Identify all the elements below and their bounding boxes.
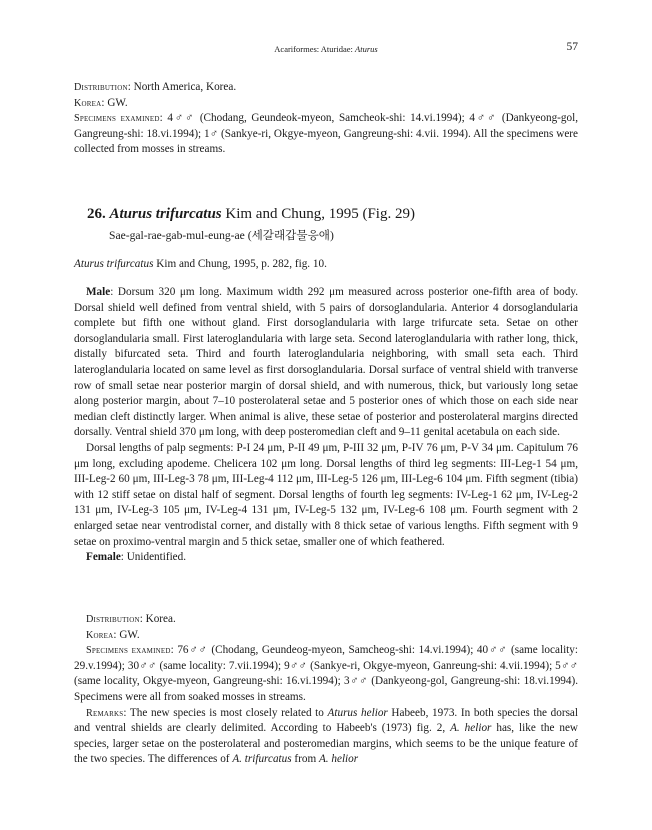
korean-common-name: Sae-gal-rae-gab-mul-eung-ae (세갈래갑물응애) (109, 229, 334, 242)
citation-rest: Kim and Chung, 1995, p. 282, fig. 10. (153, 258, 327, 270)
species-description (74, 285, 578, 566)
korea-label: Korea (74, 97, 102, 109)
specimens-label: Specimens examined (86, 645, 171, 657)
measurements-paragraph: Dorsal lengths of palp segments: P-I 24 μm, P-II 49 μm, P-III 32 μm, P-IV 76 μm, P-V 34 μm. Capitulum 76 μm long, excluding apodeme. Chelicera 102 μm long. Dorsal lengths of third leg segments: III-Leg-1 54 μm, III-Leg-2 60 μm, III-Leg-3 78 μm, III-Leg-4 112 μm, III-Leg-5 126 μm, III-Leg-6 104 μm. Fifth segment (tibia) with 12 stiff setae on distal half of segment. Dorsal lengths of fourth leg segments: IV-Leg-1 62 μm, IV-Leg-2 131 μm, IV-Leg-3 105 μm, IV-Leg-4 131 μm, IV-Leg-5 132 μm, IV-Leg-6 108 μm. Fourth segment with 2 enlarged setae near ventrodistal corner, and distally with 8 thick setae of various lengths. Fifth segment with 9 setae on proximo-ventral margin and 5 thick setae, smaller one of which feathered. (74, 441, 578, 548)
specimens-label: Specimens examined (74, 113, 160, 125)
previous-species-section (74, 80, 578, 158)
female-label: Female (86, 551, 121, 564)
citation-name: Aturus trifurcatus (74, 258, 154, 270)
species-heading (87, 205, 567, 223)
remarks-text-4: from (291, 753, 319, 766)
korea-line (74, 628, 578, 644)
running-header-genus: Aturus (355, 44, 378, 54)
male-text: : Dorsum 320 μm long. Maximum width 292 μm measured across posterior one-fifth area of body. Dorsal shield well defined from ventral shield, with 5 pairs of dorsoglandularia. Anterior 4 dorsoglandularia complete but fifth one without gland. First dorsoglandularia with large trifurcate seta. Setae on other dorsoglandularia small. First lateroglandularia with large seta. Second lateroglandularia with rather long, thick, distally bifurcated seta. Third and fourth lateroglandularia neighboring, with small seta each. Third lateroglandularia located on same level as first dorsoglandularia. Dorsal surface of ventral shield with tranverse row of small setae near posterior margin of dorsal shield, and with numerous, thick, but variously long setae along posterior margin, about 7–10 posterolateral setae and 5 posterior ones of which those on each side near median cleft distinctly larger. When animal is alive, these setae of posterior and posterolateral margins directed dorsally. Ventral shield 370 μm long, with deep posteromedian cleft and 9–11 genital acetabula on each side. (74, 286, 578, 439)
distribution-label: Distribution (74, 82, 128, 93)
korea-label: Korea (86, 629, 114, 641)
citation-line (74, 257, 578, 273)
distribution-line (74, 612, 578, 628)
remarks-text-2: Habeeb, 1973. In both species the dorsal and ventral shields are clearly delimited. According to Habeeb's (1973) fig. 2, (74, 706, 578, 735)
page-number: 57 (566, 41, 578, 53)
remarks-text-3: has, like the new species, larger setae on the posterolateral and posteromedian margins, which seems to be the unique feature of the two species. The differences of (74, 722, 578, 766)
specimens-paragraph (74, 111, 578, 158)
distribution-line (74, 80, 578, 96)
species-name: Aturus trifurcatus (109, 206, 222, 222)
male-label: Male (86, 286, 111, 298)
remarks-paragraph (74, 706, 578, 768)
korea-text: : GW. (101, 96, 128, 109)
female-paragraph (74, 550, 578, 566)
specimens-text: : 76♂♂ (Chodang, Geundeog-myeon, Samcheog-shi: 14.vi.1994); 40♂♂ (same locality: 29.v.1994); 30♂♂ (same locality: 7.vii.1994); 9♂♂ (Sankye-ri, Okgye-myeon, Ganreung-shi: 4.vii.1994); 5♂♂ (same locality, Okgye-myeon, Gangreung-shi: 16.vi.1994); 3♂♂ (Dankyeong-gol, Gangreung-shi: 18.vi.1994). Specimens were all from soaked mosses in streams. (74, 644, 578, 703)
distribution-text: : Korea. (139, 613, 176, 625)
korea-text: : GW. (113, 628, 140, 641)
korea-line (74, 96, 578, 112)
species-number: 26. (87, 206, 106, 222)
specimens-paragraph (74, 643, 578, 705)
remarks-label: Remarks (86, 707, 124, 719)
distribution-text: : North America, Korea. (127, 81, 237, 93)
remarks-taxon-2: A. helior (450, 722, 492, 735)
remarks-taxon-1: Aturus helior (327, 706, 388, 719)
distribution-label: Distribution (86, 614, 140, 625)
specimens-text: : 4♂♂ (Chodang, Geundeok-myeon, Samcheok-shi: 14.vi.1994); 4♂♂ (Dankyeong-gol, Gangreung-shi: 18.vi.1994); 1♂ (Sankye-ri, Okgye-myeon, Gangreung-shi: 4.vii. 1994). All the specimens were collected from mosses in streams. (74, 112, 578, 156)
running-header-prefix: Acariformes: Aturidae: (274, 44, 356, 54)
species-authority: Kim and Chung, 1995 (Fig. 29) (221, 206, 415, 222)
male-paragraph (74, 285, 578, 441)
remarks-taxon-3: A. trifurcatus (232, 753, 292, 766)
female-text: : Unidentified. (120, 551, 187, 564)
running-header (0, 44, 652, 54)
remarks-text-1: : The new species is most closely related to (123, 706, 328, 719)
remarks-taxon-4: A. helior (318, 753, 359, 766)
species-records (74, 612, 578, 768)
